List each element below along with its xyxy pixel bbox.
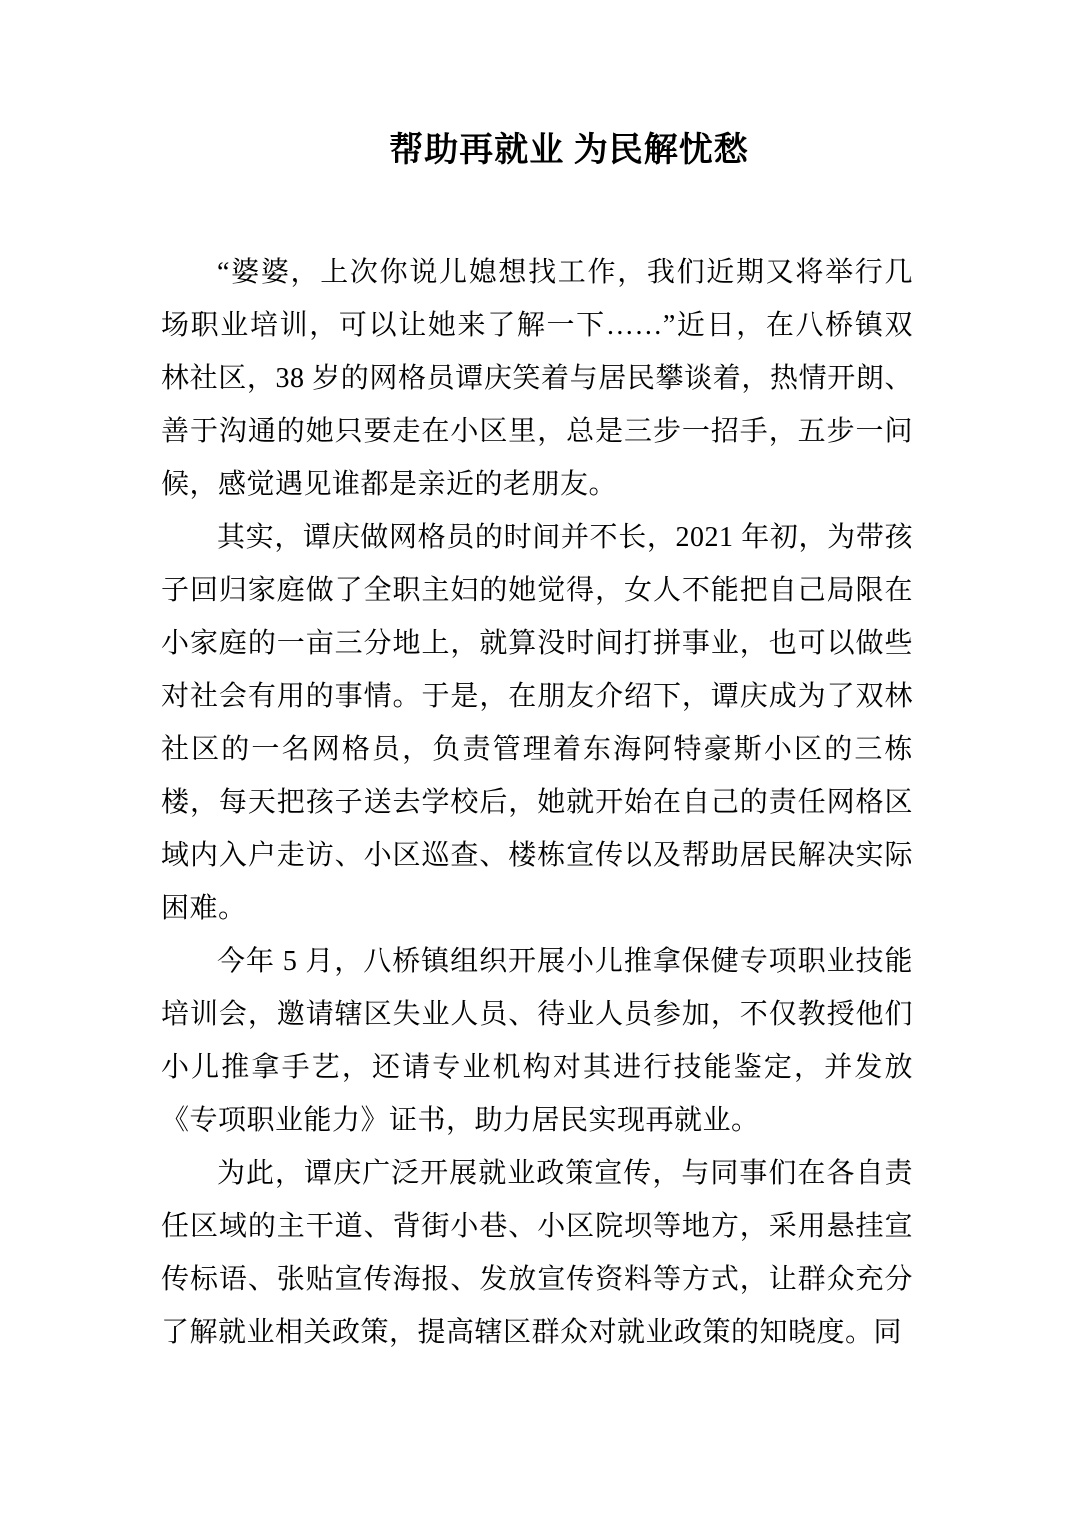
paragraph: 今年 5 月，八桥镇组织开展小儿推拿保健专项职业技能培训会，邀请辖区失业人员、待业人员参加，不仅教授他们小儿推拿手艺，还请专业机构对其进行技能鉴定，并发放《专项职业能力》证书，助力居民实现再就业。 — [161, 946, 913, 1136]
paragraph: 其实，谭庆做网格员的时间并不长，2021 年初，为带孩子回归家庭做了全职主妇的她觉得，女人不能把自己局限在小家庭的一亩三分地上，就算没时间打拼事业，也可以做些对社会有用的事情。于是，在朋友介绍下，谭庆成为了双林社区的一名网格员，负责管理着东海阿特豪斯小区的三栋楼，每天把孩子送去学校后，她就开始在自己的责任网格区域内入户走访、小区巡查、楼栋宣传以及帮助居民解决实际困难。 — [161, 522, 913, 924]
document-title: 帮助再就业 为民解忧愁 — [389, 132, 749, 169]
document-body — [161, 246, 913, 1359]
paragraph: 为此，谭庆广泛开展就业政策宣传，与同事们在各自责任区域的主干道、背街小巷、小区院坝等地方，采用悬挂宣传标语、张贴宣传海报、发放宣传资料等方式，让群众充分了解就业相关政策，提高辖区群众对就业政策的知晓度。同 — [161, 1158, 913, 1348]
paragraph: “婆婆，上次你说儿媳想找工作，我们近期又将举行几场职业培训，可以让她来了解一下……”近日，在八桥镇双林社区，38 岁的网格员谭庆笑着与居民攀谈着，热情开朗、善于沟通的她只要走在小区里，总是三步一招手，五步一问候，感觉遇见谁都是亲近的老朋友。 — [161, 257, 913, 500]
